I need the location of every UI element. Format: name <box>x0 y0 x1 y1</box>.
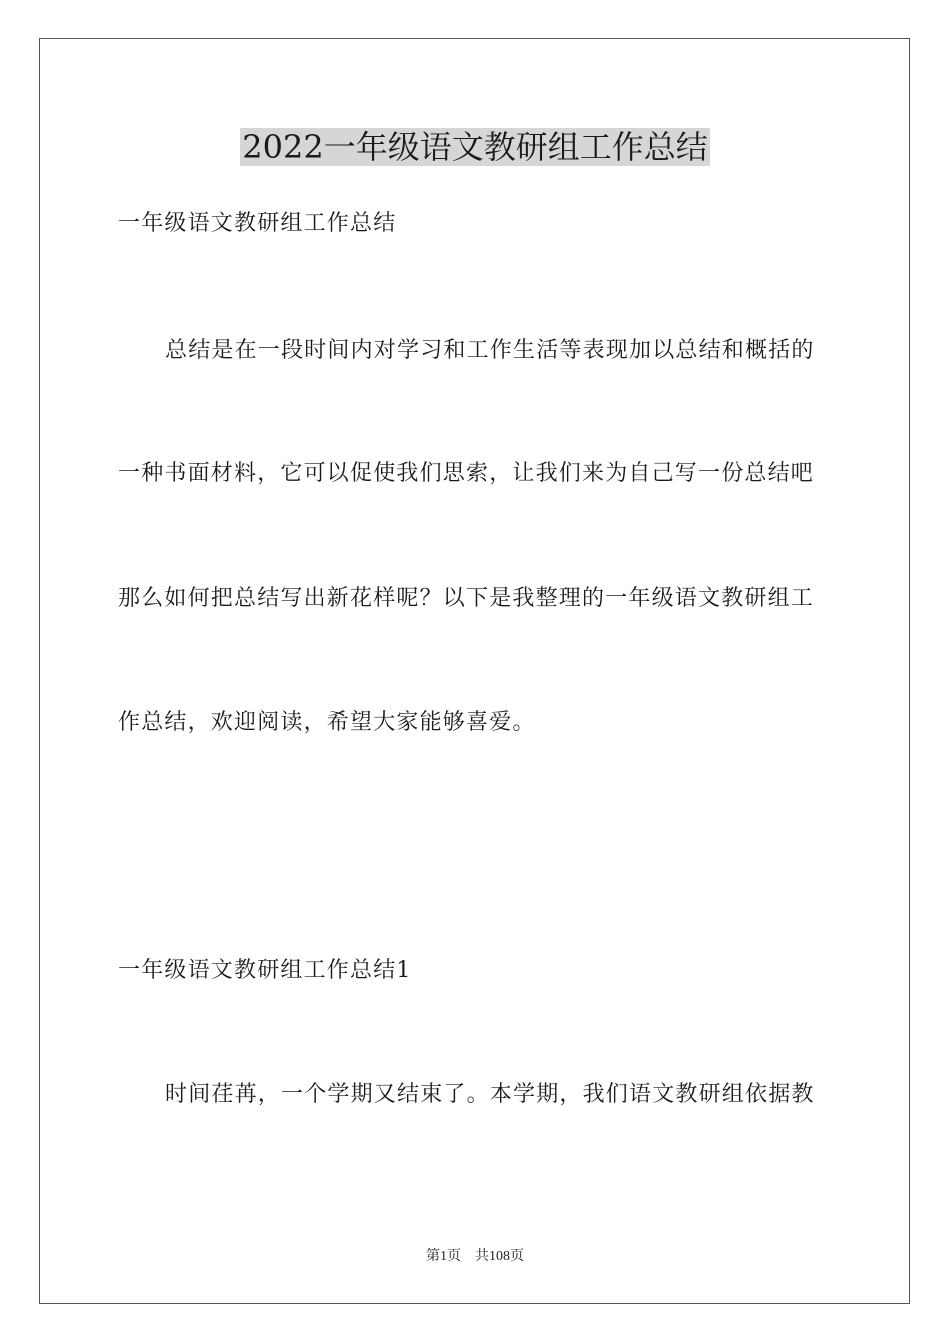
document-title <box>0 125 950 169</box>
section-heading: 一年级语文教研组工作总结1 <box>118 958 412 983</box>
paragraph-line: 一种书面材料，它可以促使我们思索，让我们来为自己写一份总结吧 <box>118 461 815 486</box>
paragraph-line: 总结是在一段时间内对学习和工作生活等表现加以总结和概括的 <box>165 338 815 363</box>
document-title-text: 2022一年级语文教研组工作总结 <box>242 128 708 166</box>
page-footer: 第1页 共108页 <box>426 1249 524 1264</box>
paragraph-line: 那么如何把总结写出新花样呢？以下是我整理的一年级语文教研组工 <box>118 586 815 611</box>
paragraph-line: 作总结，欢迎阅读，希望大家能够喜爱。 <box>118 710 536 735</box>
section-heading: 一年级语文教研组工作总结 <box>118 211 397 236</box>
paragraph-line: 时间荏苒，一个学期又结束了。本学期，我们语文教研组依据教 <box>165 1082 815 1107</box>
